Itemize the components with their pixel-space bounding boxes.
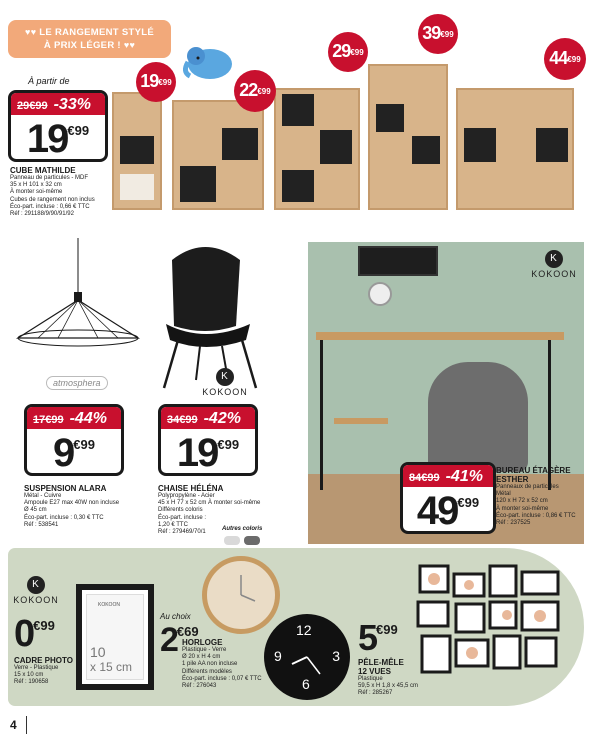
cadre-title: CADRE PHOTO bbox=[14, 656, 73, 665]
pelemele-price bbox=[358, 618, 398, 658]
chaise-colors-label: Autres coloris bbox=[222, 526, 263, 532]
kokoon-logo-cadre: K KOKOON bbox=[12, 576, 60, 605]
page-number: 4 bbox=[10, 718, 17, 732]
bureau-price-int: 49 bbox=[416, 489, 458, 533]
suspension-title: SUSPENSION ALARA bbox=[24, 484, 107, 493]
cadre-detail: Verre - Plastique bbox=[14, 665, 59, 671]
cube-old-price: 29€99 bbox=[17, 100, 48, 112]
bureau-detail: À monter soi-même bbox=[496, 505, 549, 512]
kokoon-icon: K bbox=[216, 368, 234, 386]
cadre-detail: 15 x 10 cm bbox=[14, 672, 44, 679]
suspension-detail: Réf : 538541 bbox=[24, 521, 59, 528]
chaise-price-cents: €99 bbox=[217, 437, 240, 452]
bureau-detail: Éco-part. incluse : 0,86 € TTC bbox=[496, 512, 576, 519]
suspension-price-int: 9 bbox=[53, 431, 74, 475]
suspension-price-cents: €99 bbox=[73, 437, 95, 452]
kokoon-icon: K bbox=[27, 576, 45, 594]
shelf-unit-3 bbox=[274, 88, 360, 210]
cube-detail: Cubes de rangement non inclus bbox=[10, 196, 95, 203]
cube-detail: Réf : 291188/9/90/91/92 bbox=[10, 211, 74, 218]
chaise-detail: Polypropylène - Acier bbox=[158, 493, 215, 499]
price-circle-19: $19^{€99}$ bbox=[136, 62, 176, 102]
chaise-old-price: 34€99 bbox=[167, 414, 198, 426]
clock-number: 9 bbox=[274, 648, 282, 664]
photo-frame-illustration bbox=[76, 584, 154, 690]
cadre-price bbox=[14, 614, 55, 654]
cube-detail: Panneau de particules - MDF bbox=[10, 175, 89, 181]
bureau-detail: Panneaux de particules bbox=[496, 484, 559, 490]
cadre-price-int: 0 bbox=[14, 613, 34, 655]
horloge-detail: Plastique - Verre bbox=[182, 647, 227, 653]
color-swatch-light[interactable] bbox=[224, 536, 240, 545]
page-divider bbox=[26, 716, 27, 734]
bureau-info bbox=[496, 466, 584, 527]
bureau-title: BUREAU ÉTAGÈRE bbox=[496, 466, 571, 475]
price-circle-39: $39^{€99}$ bbox=[418, 14, 458, 54]
cube-price-cents: €99 bbox=[67, 123, 90, 138]
promo-banner bbox=[8, 20, 171, 58]
horloge-detail: Éco-part. incluse : 0,07 € TTC bbox=[182, 675, 262, 682]
chaise-price-box bbox=[158, 404, 258, 476]
frame-brand-text: KOKOON bbox=[98, 602, 120, 608]
chaise-detail: Réf : 279469/70/1 bbox=[158, 529, 206, 536]
cube-title: CUBE MATHILDE bbox=[10, 166, 76, 175]
atmosphera-logo: atmosphera bbox=[46, 376, 108, 390]
color-swatch-dark[interactable] bbox=[244, 536, 260, 545]
chaise-discount: -42% bbox=[203, 410, 241, 427]
pelemele-illustration bbox=[416, 564, 564, 680]
chaise-detail: 1,20 € TTC bbox=[158, 521, 188, 528]
elephant-icon bbox=[178, 44, 238, 82]
horloge-info bbox=[182, 638, 282, 690]
pelemele-title: PÊLE-MÊLE bbox=[358, 658, 404, 667]
frame-size-text: x 15 cm bbox=[90, 660, 133, 674]
suspension-detail: Ampoule E27 max 40W non incluse bbox=[24, 500, 120, 507]
horloge-title: HORLOGE bbox=[182, 638, 223, 647]
chaise-detail: 45 x H 77 x 52 cm À monter soi-même bbox=[158, 500, 261, 507]
shelf-unit-5 bbox=[456, 88, 574, 210]
horloge-price-int: 2 bbox=[160, 621, 177, 659]
shelf-unit-4 bbox=[368, 64, 448, 210]
pelemele-detail: Réf : 285267 bbox=[358, 690, 393, 697]
suspension-price-box bbox=[24, 404, 124, 476]
cube-discount: -33% bbox=[53, 96, 91, 113]
horloge-price-cents: €69 bbox=[176, 624, 199, 639]
suspension-old-price: 17€99 bbox=[33, 414, 64, 426]
price-circle-44: $44^{€99}$ bbox=[544, 38, 586, 80]
bureau-detail: 120 x H 72 x 52 cm bbox=[496, 498, 548, 505]
banner-line1: LE RANGEMENT STYLÉ bbox=[39, 27, 154, 38]
cube-detail: Éco-part. incluse : 0,66 € TTC bbox=[10, 203, 90, 210]
clock-number: 6 bbox=[302, 676, 310, 692]
horloge-detail: Ø 20 x H 4 cm bbox=[182, 654, 221, 661]
pelemele-price-int: 5 bbox=[358, 617, 377, 658]
hearts-icon: ♥♥ bbox=[25, 27, 37, 37]
bureau-price-box bbox=[400, 462, 496, 534]
clock-number: 12 bbox=[296, 622, 312, 638]
cube-info bbox=[10, 166, 120, 218]
suspension-info bbox=[24, 484, 154, 529]
kokoon-logo-chair: K KOKOON bbox=[200, 368, 250, 397]
chaise-title: CHAISE HÉLÉNA bbox=[158, 484, 224, 493]
bureau-old-price: 84€99 bbox=[409, 472, 440, 484]
cube-price-int: 19 bbox=[26, 117, 68, 161]
cube-from-label: À partir de bbox=[28, 76, 70, 86]
pelemele-detail: Plastique bbox=[358, 676, 383, 682]
pelemele-title: 12 VUES bbox=[358, 667, 391, 676]
chaise-detail: Différents coloris bbox=[158, 507, 203, 514]
bureau-detail: Métal bbox=[496, 491, 511, 498]
bureau-title: ESTHER bbox=[496, 475, 529, 484]
cube-detail: 35 x H 101 x 32 cm bbox=[10, 182, 62, 189]
price-circle-29: $29^{€99}$ bbox=[328, 32, 368, 72]
kokoon-logo-desk: K KOKOON bbox=[530, 250, 578, 279]
chaise-price-int: 19 bbox=[176, 431, 218, 475]
cadre-detail: Réf : 190658 bbox=[14, 679, 49, 686]
pelemele-detail: 59,5 x H 1,8 x 45,5 cm bbox=[358, 683, 419, 690]
cadre-info bbox=[14, 656, 84, 687]
bureau-discount: -41% bbox=[445, 468, 483, 485]
horloge-detail: Différents modèles bbox=[182, 668, 232, 675]
pendant-lamp-illustration bbox=[14, 238, 142, 350]
suspension-detail: Ø 45 cm bbox=[24, 507, 47, 514]
cube-detail: À monter soi-même bbox=[10, 189, 63, 196]
price-circle-22: $22^{€99}$ bbox=[234, 70, 276, 112]
suspension-detail: Éco-part. incluse : 0,30 € TTC bbox=[24, 514, 104, 521]
horloge-detail: Réf : 276043 bbox=[182, 683, 217, 690]
chaise-detail: Éco-part. incluse : bbox=[158, 514, 207, 521]
frame-size-text: 10 bbox=[90, 644, 106, 660]
kokoon-icon: K bbox=[545, 250, 563, 268]
cadre-price-cents: €99 bbox=[33, 618, 55, 633]
pelemele-price-cents: €99 bbox=[376, 622, 398, 637]
hearts-icon: ♥♥ bbox=[123, 40, 136, 50]
suspension-detail: Métal - Cuivre bbox=[24, 493, 62, 499]
banner-line2: À PRIX LÉGER ! bbox=[43, 40, 121, 51]
cube-price-box bbox=[8, 90, 108, 162]
bureau-price-cents: €99 bbox=[457, 495, 480, 510]
clock-number: 3 bbox=[332, 648, 340, 664]
suspension-discount: -44% bbox=[69, 410, 107, 427]
bureau-detail: Réf : 237525 bbox=[496, 520, 531, 527]
horloge-choice: Au choix bbox=[160, 612, 191, 621]
horloge-detail: 1 pile AA non incluse bbox=[182, 661, 238, 668]
shelf-unit-2 bbox=[172, 100, 264, 210]
